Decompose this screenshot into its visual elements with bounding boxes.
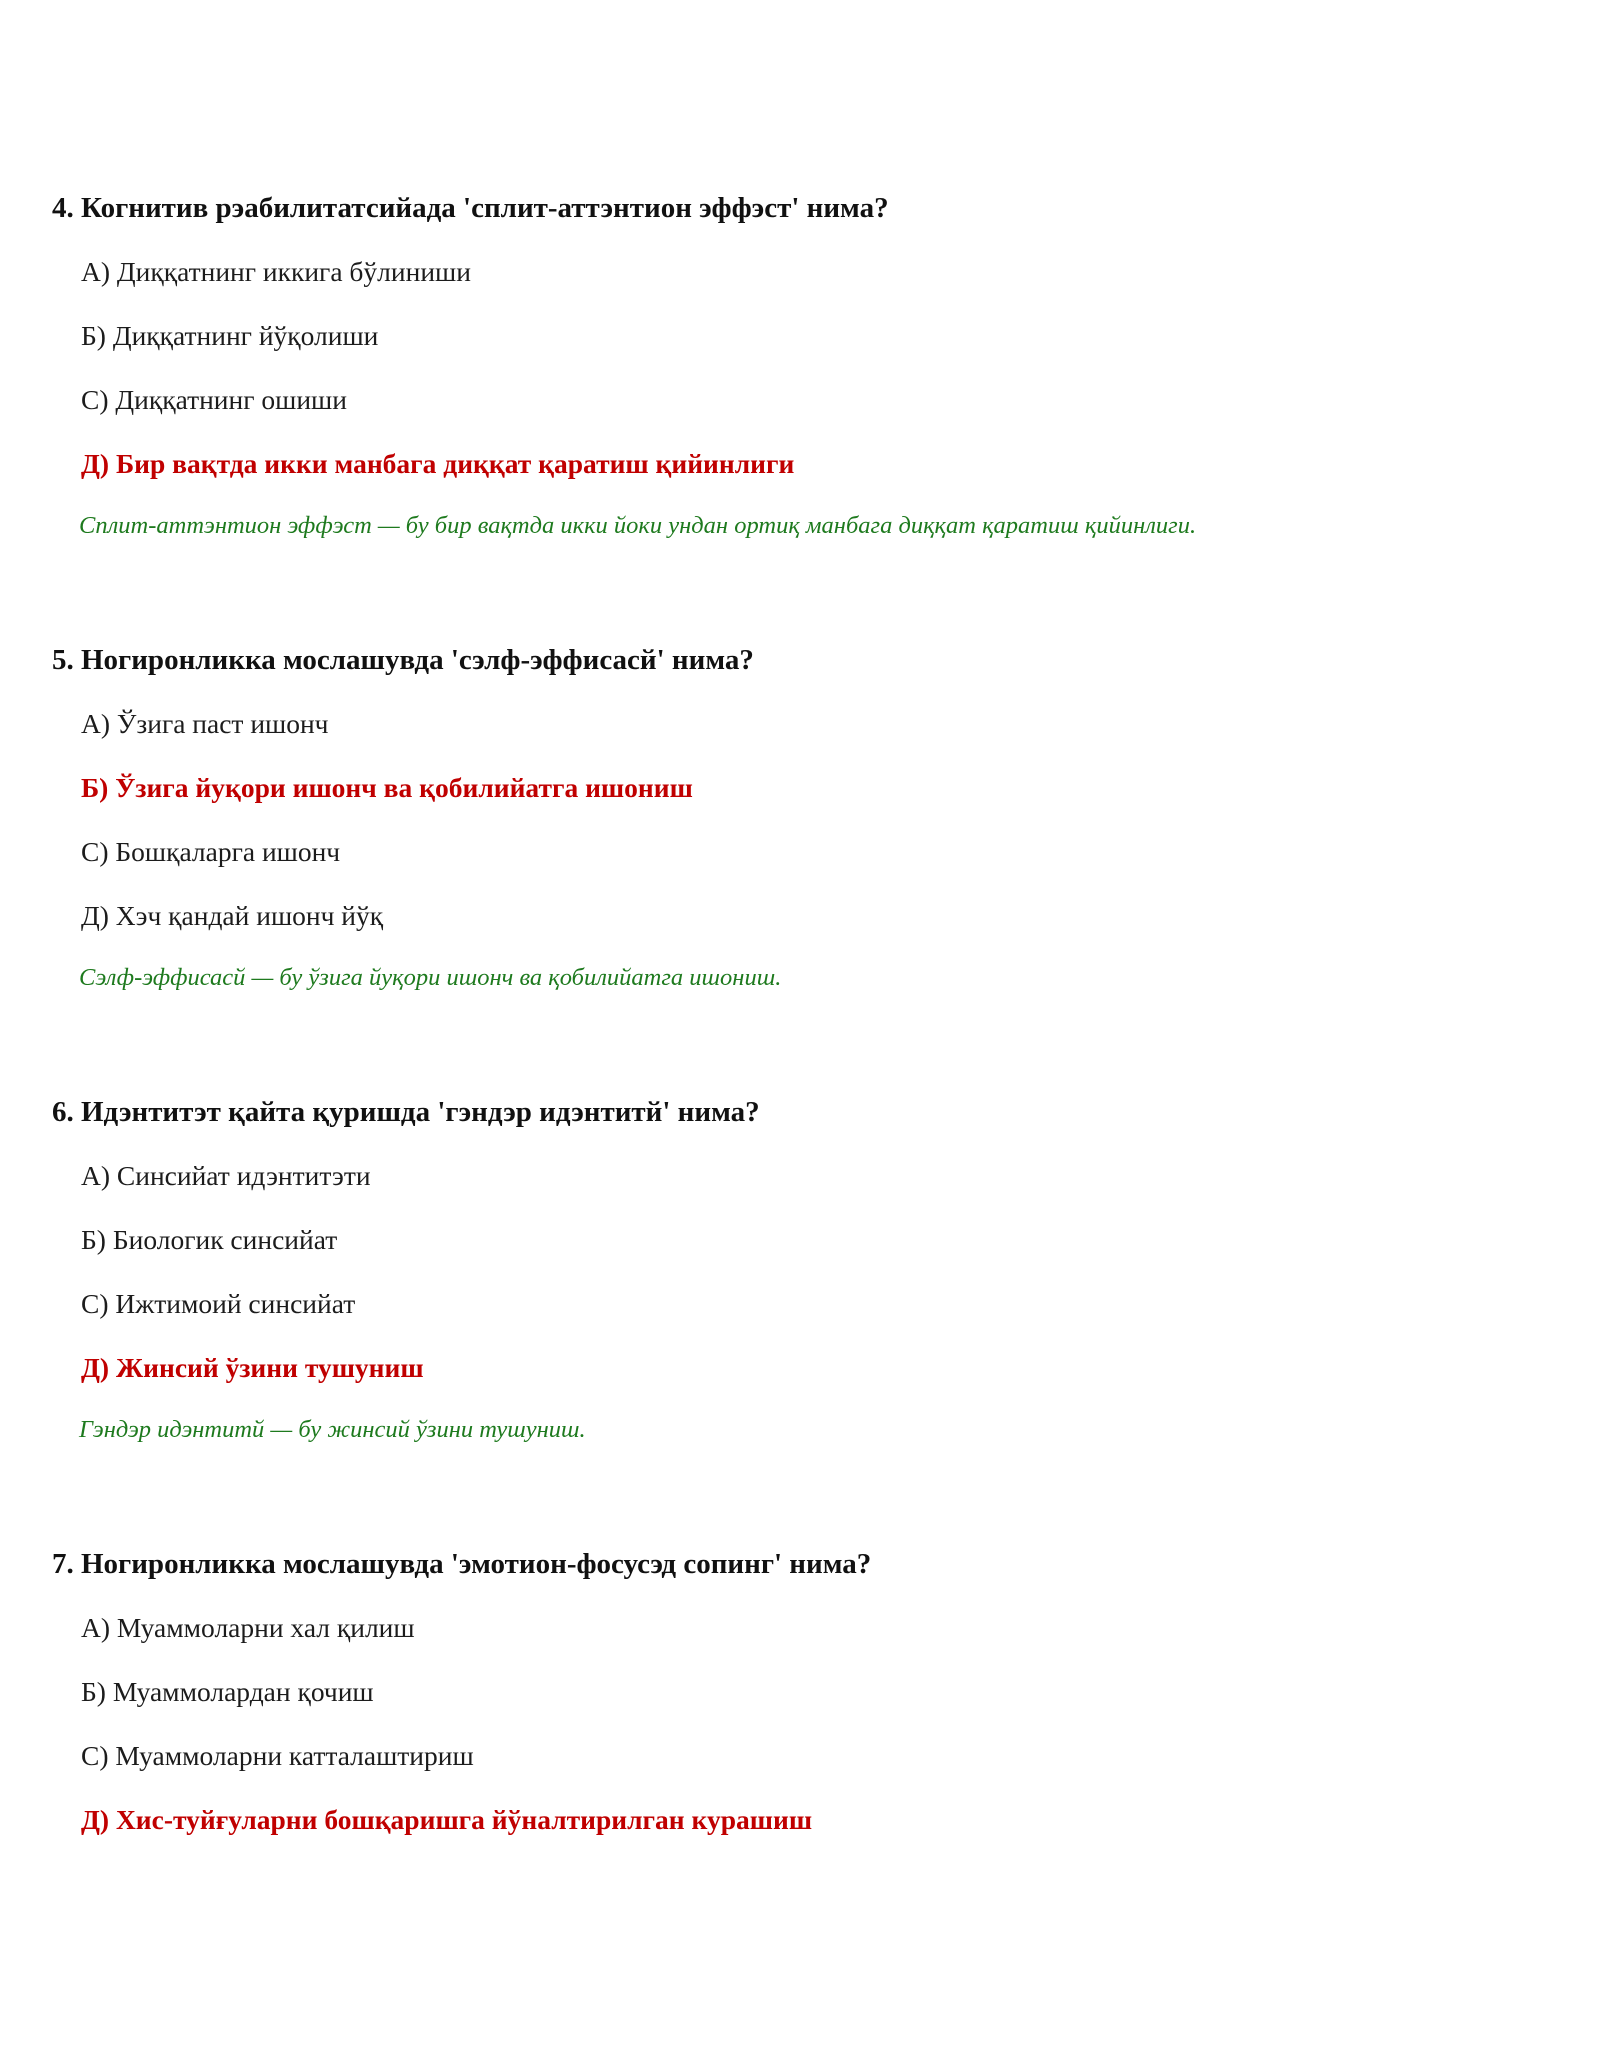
question-title: 5. Ногиронликка мослашувда 'сэлф-эффисасй' нима?: [52, 644, 754, 676]
answer-option-d-correct: Д) Жинсий ўзини тушуниш: [81, 1352, 424, 1383]
question-title: 6. Идэнтитэт қайта қуришда 'гэндэр идэнтитй' нима?: [52, 1096, 760, 1128]
answer-option-b: Б) Муаммолардан қочиш: [81, 1676, 374, 1707]
answer-option-b-correct: Б) Ўзига йуқори ишонч ва қобилийатга ишониш: [81, 772, 693, 803]
answer-explanation: Сплит-аттэнтион эффэст — бу бир вақтда икки йоки ундан ортиқ манбага диққат қаратиш қийинлиги.: [79, 512, 1197, 539]
answer-option-d-correct: Д) Бир вақтда икки манбага диққат қаратиш қийинлиги: [81, 448, 795, 479]
answer-option-c: С) Муаммоларни катталаштириш: [81, 1740, 474, 1771]
answer-option-a: А) Диққатнинг иккига бўлиниши: [81, 256, 471, 287]
answer-option-b: Б) Диққатнинг йўқолиши: [81, 320, 379, 351]
answer-option-c: С) Ижтимоий синсийат: [81, 1288, 356, 1319]
answer-option-c: С) Бошқаларга ишонч: [81, 836, 341, 867]
question-title: 4. Когнитив рэабилитатсийада 'сплит-аттэнтион эффэст' нима?: [52, 192, 889, 224]
answer-option-c: С) Диққатнинг ошиши: [81, 384, 347, 415]
answer-option-a: А) Ўзига паст ишонч: [81, 708, 329, 739]
question-title: 7. Ногиронликка мослашувда 'эмотион-фосусэд сопинг' нима?: [52, 1548, 872, 1580]
answer-option-d: Д) Хэч қандай ишонч йўқ: [81, 900, 384, 931]
answer-option-d-correct: Д) Хис-туйғуларни бошқаришга йўналтирилган курашиш: [81, 1804, 813, 1835]
answer-option-b: Б) Биологик синсийат: [81, 1224, 338, 1255]
answer-option-a: А) Синсийат идэнтитэти: [81, 1160, 371, 1191]
answer-explanation: Сэлф-эффисасй — бу ўзига йуқори ишонч ва қобилийатга ишониш.: [79, 964, 782, 991]
answer-option-a: А) Муаммоларни хал қилиш: [81, 1612, 415, 1643]
answer-explanation: Гэндэр идэнтитй — бу жинсий ўзини тушуниш.: [79, 1416, 586, 1443]
